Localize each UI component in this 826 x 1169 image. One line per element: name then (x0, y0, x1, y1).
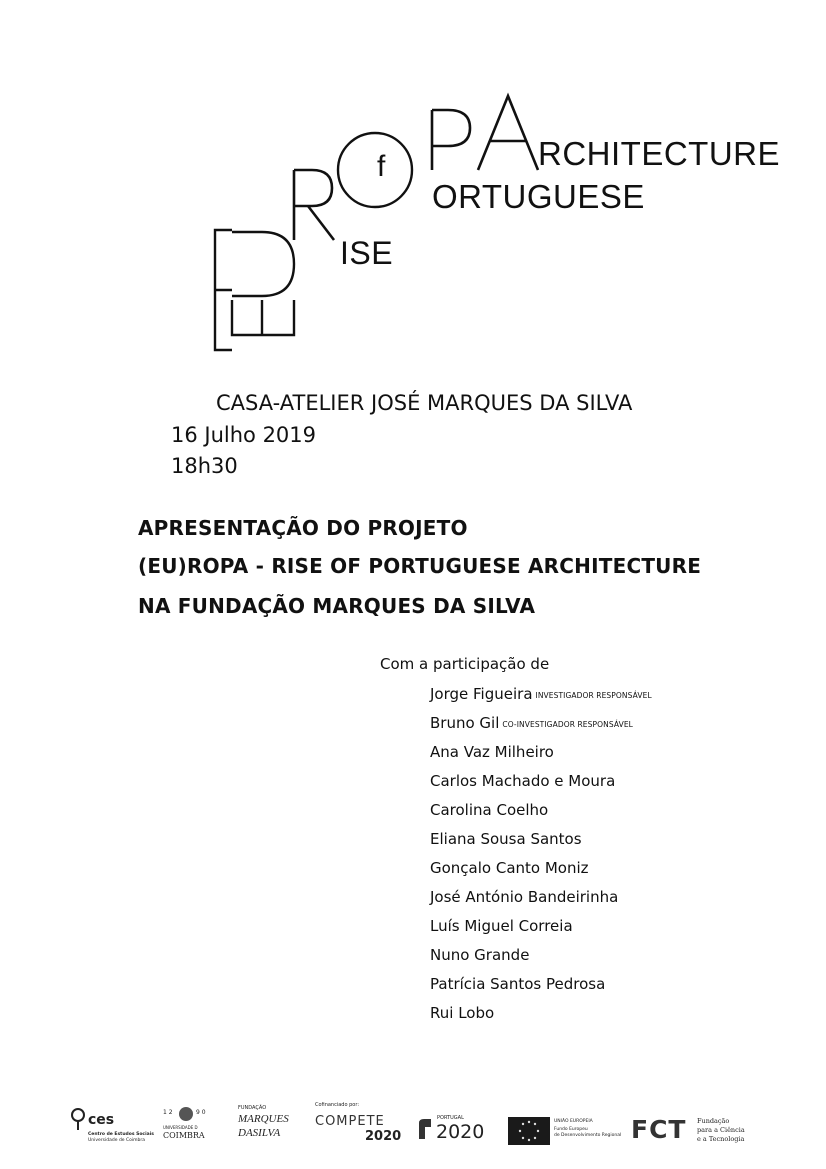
logo-letter-d (232, 232, 294, 296)
participants-intro: Com a participação de (380, 655, 550, 673)
fms-line3: DASILVA (238, 1127, 281, 1139)
eu-logo (508, 1117, 623, 1147)
participant-role: INVESTIGADOR RESPONSÁVEL (535, 691, 652, 700)
participant-item (430, 887, 652, 916)
coimbra-sub1: UNIVERSIDADE D (163, 1125, 198, 1130)
participant-name: Bruno Gil (430, 714, 500, 732)
fct-logo (631, 1115, 751, 1147)
participant-item (430, 713, 652, 742)
participant-name: Carolina Coelho (430, 801, 549, 819)
logo-letter-p (432, 110, 470, 170)
participant-name: Jorge Figueira (430, 685, 533, 703)
participant-name: Rui Lobo (430, 1004, 495, 1022)
compete-year: 2020 (365, 1129, 402, 1144)
logo-word-ise: ISE (340, 235, 394, 271)
fms-line2: MARQUES (238, 1113, 289, 1125)
participant-name: Eliana Sousa Santos (430, 830, 582, 848)
coimbra-years-left: 1 2 (163, 1109, 173, 1116)
participant-name: Carlos Machado e Moura (430, 772, 616, 790)
participants-list (430, 684, 652, 1032)
event-time: 18h30 (171, 454, 238, 478)
logo-letter-a (478, 96, 538, 170)
portugal2020-logo (417, 1115, 499, 1147)
participant-item (430, 771, 652, 800)
eu-flag-icon (508, 1117, 550, 1145)
headline-line-1: APRESENTAÇÃO DO PROJETO (138, 516, 468, 540)
participant-name: José António Bandeirinha (430, 888, 619, 906)
ces-name: ces (88, 1112, 115, 1128)
logo-word-ortuguese: ORTUGUESE (432, 178, 645, 215)
fct-name: FCT (631, 1115, 687, 1144)
logo-letter-e (215, 230, 232, 350)
logo-artwork (0, 0, 826, 370)
participant-role: CO-INVESTIGADOR RESPONSÁVEL (502, 720, 633, 729)
portugal-symbol-icon (417, 1117, 433, 1141)
participant-name: Gonçalo Canto Moniz (430, 859, 589, 877)
fct-line1: Fundação (697, 1117, 730, 1125)
logo-letter-r (294, 170, 334, 240)
coimbra-seal-icon (178, 1105, 194, 1123)
portugal-year: 2020 (436, 1121, 485, 1143)
eu-line3: de Desenvolvimento Regional (554, 1133, 622, 1138)
compete-name: COMPETE (315, 1114, 385, 1129)
participant-name: Ana Vaz Milheiro (430, 743, 554, 761)
participant-item (430, 684, 652, 713)
logo-word-rchitecture: RCHITECTURE (538, 135, 780, 172)
participant-item (430, 1003, 652, 1032)
ces-symbol-icon (70, 1106, 90, 1132)
event-date: 16 Julho 2019 (171, 423, 317, 447)
participant-item (430, 945, 652, 974)
participant-item (430, 829, 652, 858)
venue-text: CASA-ATELIER JOSÉ MARQUES DA SILVA (216, 391, 633, 415)
ces-sub1: Centro de Estudos Sociais (88, 1132, 154, 1137)
logo-letter-f-text: f (377, 150, 386, 183)
participant-item (430, 916, 652, 945)
eu-line1: UNIÃO EUROPEIA (554, 1119, 593, 1124)
ces-sub2: Universidade de Coimbra (88, 1138, 145, 1143)
compete-logo (313, 1102, 408, 1147)
headline-line-2: (EU)ROPA - RISE OF PORTUGUESE ARCHITECTURE (138, 554, 702, 578)
project-logo (0, 0, 826, 370)
coimbra-logo (163, 1105, 213, 1145)
compete-cofin: Cofinanciado por: (315, 1102, 360, 1108)
fms-logo (238, 1105, 288, 1147)
participant-item (430, 742, 652, 771)
fms-line1: FUNDAÇÃO (238, 1105, 267, 1111)
fct-line3: e a Tecnologia (697, 1135, 745, 1143)
logo-letter-u (232, 300, 294, 335)
ces-logo (70, 1104, 154, 1146)
participant-item (430, 974, 652, 1003)
fct-line2: para a Ciência (697, 1126, 745, 1134)
participant-name: Luís Miguel Correia (430, 917, 573, 935)
coimbra-sub2: COIMBRA (163, 1131, 205, 1140)
logo-letter-o (338, 133, 412, 207)
participant-item (430, 800, 652, 829)
eu-line2: Fundo Europeu (554, 1127, 588, 1132)
participant-name: Patrícia Santos Pedrosa (430, 975, 606, 993)
participant-name: Nuno Grande (430, 946, 530, 964)
coimbra-years-right: 9 0 (196, 1109, 206, 1116)
headline-line-3: NA FUNDAÇÃO MARQUES DA SILVA (138, 594, 536, 618)
participant-item (430, 858, 652, 887)
portugal-label: PORTUGAL (437, 1115, 464, 1121)
